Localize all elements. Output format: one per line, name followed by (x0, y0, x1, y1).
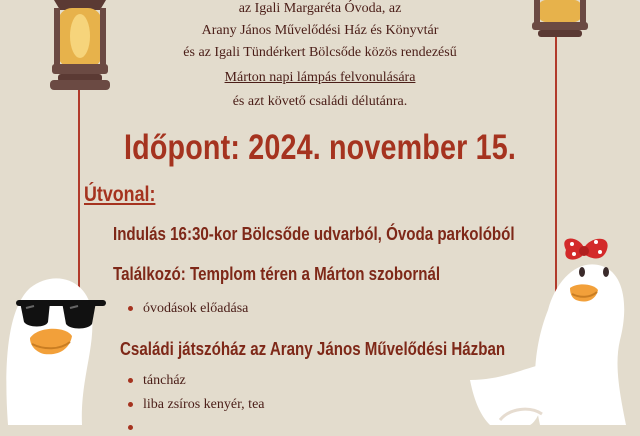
list-item (128, 373, 186, 389)
meeting-info: Találkozó: Templom téren a Márton szobornál (113, 264, 441, 284)
list-item (128, 301, 248, 317)
intro-line-2: Arany János Művelődési Ház és Könyvtár (201, 23, 439, 38)
list-item-text: táncház (143, 373, 186, 388)
list-item-text: liba zsíros kenyér, tea (143, 397, 265, 412)
goose-sunglasses-illustration (0, 270, 115, 425)
event-name: Márton napi lámpás felvonulására (224, 70, 416, 85)
bullet-icon (128, 402, 133, 407)
intro-line-5: és azt követő családi délutánra. (232, 94, 408, 109)
event-date: Időpont: 2024. november 15. (124, 128, 516, 167)
bullet-icon (128, 425, 133, 430)
start-info: Indulás 16:30-kor Bölcsőde udvarból, Óvoda parkolóból (113, 224, 515, 244)
route-heading: Útvonal: (84, 183, 156, 206)
list-item (128, 397, 265, 413)
intro-line-4 (0, 70, 640, 86)
list-item-cut (128, 420, 143, 436)
bullet-icon (128, 306, 133, 311)
list-item-text: óvodások előadása (143, 301, 249, 316)
intro-line-1: az Igali Margaréta Óvoda, az (238, 1, 402, 16)
goose-bow-illustration (470, 230, 640, 425)
family-info: Családi játszóház az Arany János Művelődési Házban (120, 339, 506, 359)
bullet-icon (128, 378, 133, 383)
intro-line-3: és az Igali Tündérkert Bölcsőde közös rendezésű (183, 45, 457, 60)
